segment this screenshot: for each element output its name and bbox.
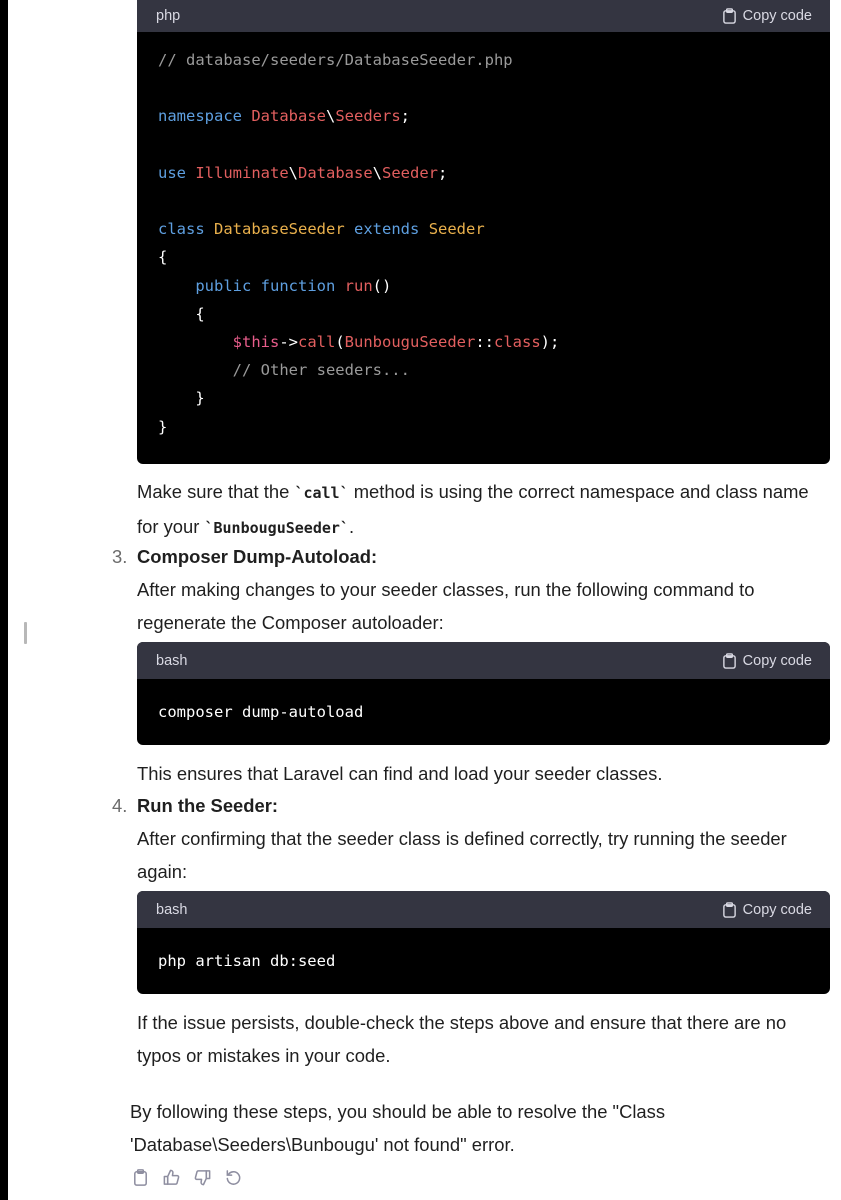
copy-code-label: Copy code <box>742 8 812 24</box>
code-comment: // database/seeders/DatabaseSeeder.php <box>158 51 513 69</box>
inline-code: `call` <box>294 484 349 502</box>
left-edge-bar <box>0 0 8 1200</box>
code-class-name: Seeder <box>428 220 485 239</box>
scroll-indicator[interactable] <box>24 622 27 644</box>
php-code-block <box>137 0 830 464</box>
text-segment: . <box>348 516 355 537</box>
copy-code-label: Copy code <box>742 652 812 669</box>
bash-code-block <box>137 642 830 745</box>
code-header <box>137 0 830 32</box>
code-keyword: extends <box>354 220 420 239</box>
code-variable: $this <box>232 333 280 352</box>
text-line: After confirming that the seeder class is defined correctly, try running the seeder <box>137 828 787 849</box>
code-header <box>137 642 830 679</box>
regenerate-button[interactable] <box>223 1167 244 1188</box>
text-segment: Make sure that the <box>137 481 295 502</box>
code-comment: // Other seeders... <box>232 361 410 380</box>
text-line: If the issue persists, double-check the steps above and ensure that there are no <box>137 1012 787 1033</box>
bash-code: composer dump-autoload <box>158 703 364 721</box>
php-code: // database/seeders/DatabaseSeeder.php namespace Database\Seeders; use Illuminate\Database\Seeder; class DatabaseSeeder extends Seeder { public function run() { $this->call(BunbouguSeeder::class); // Other seeders... } } <box>158 51 560 436</box>
text-line: typos or mistakes in your code. <box>137 1045 391 1066</box>
list-number: 4. <box>112 795 128 816</box>
copy-code-button[interactable] <box>722 8 812 24</box>
code-namespace: Database <box>251 107 326 126</box>
list-title: Run the Seeder: <box>137 795 279 816</box>
code-keyword: use <box>158 163 186 182</box>
copy-icon <box>131 1168 150 1187</box>
code-keyword: public <box>195 276 252 295</box>
code-class-ref: BunbouguSeeder <box>344 333 476 352</box>
text-segment: for your <box>137 516 205 537</box>
text-segment: method is using the correct namespace and class name <box>348 481 809 502</box>
copy-message-button[interactable] <box>130 1167 151 1188</box>
text-line: again: <box>137 861 188 882</box>
thumbs-down-icon <box>193 1168 212 1187</box>
list-title: Composer Dump-Autoload: <box>137 546 378 567</box>
text-line: regenerate the Composer autoloader: <box>137 612 444 633</box>
autoload-note: This ensures that Laravel can find and load your seeder classes. <box>137 763 663 784</box>
code-language-label: bash <box>156 652 188 669</box>
code-namespace: Seeder <box>382 163 439 182</box>
code-namespace: Illuminate <box>195 163 289 182</box>
clipboard-icon <box>722 8 737 24</box>
namespace-note <box>137 475 837 545</box>
message-actions <box>130 1167 244 1188</box>
list-number: 3. <box>112 546 128 567</box>
copy-code-button[interactable] <box>722 653 812 669</box>
persist-note <box>137 1006 837 1072</box>
code-keyword: class <box>494 333 541 352</box>
item4-description <box>137 822 837 888</box>
code-class-name: DatabaseSeeder <box>214 220 345 239</box>
code-function: run <box>344 276 373 295</box>
closing-paragraph <box>130 1095 830 1161</box>
code-language-label: php <box>156 8 181 24</box>
thumbs-down-button[interactable] <box>192 1167 213 1188</box>
thumbs-up-icon <box>162 1168 181 1187</box>
code-keyword: namespace <box>158 107 242 126</box>
code-namespace: Database <box>298 163 373 182</box>
text-line: By following these steps, you should be able to resolve the "Class <box>130 1101 666 1122</box>
text-line: 'Database\Seeders\Bunbougu' not found" error. <box>130 1134 515 1155</box>
list-item-4 <box>112 789 278 822</box>
code-header <box>137 891 830 928</box>
code-namespace: Seeders <box>335 107 401 126</box>
text-line: After making changes to your seeder classes, run the following command to <box>137 579 755 600</box>
code-function: call <box>298 333 336 352</box>
code-keyword: class <box>158 220 205 239</box>
copy-code-button[interactable] <box>722 902 812 918</box>
code-keyword: function <box>260 276 336 295</box>
bash-code-block <box>137 891 830 994</box>
bash-code: php artisan db:seed <box>158 952 336 970</box>
clipboard-icon <box>722 902 737 918</box>
regenerate-icon <box>224 1168 243 1187</box>
list-item-3 <box>112 540 377 573</box>
inline-code: `BunbouguSeeder` <box>204 519 349 537</box>
item3-description <box>137 573 837 639</box>
thumbs-up-button[interactable] <box>161 1167 182 1188</box>
code-language-label: bash <box>156 901 188 918</box>
clipboard-icon <box>722 653 737 669</box>
copy-code-label: Copy code <box>742 901 812 918</box>
